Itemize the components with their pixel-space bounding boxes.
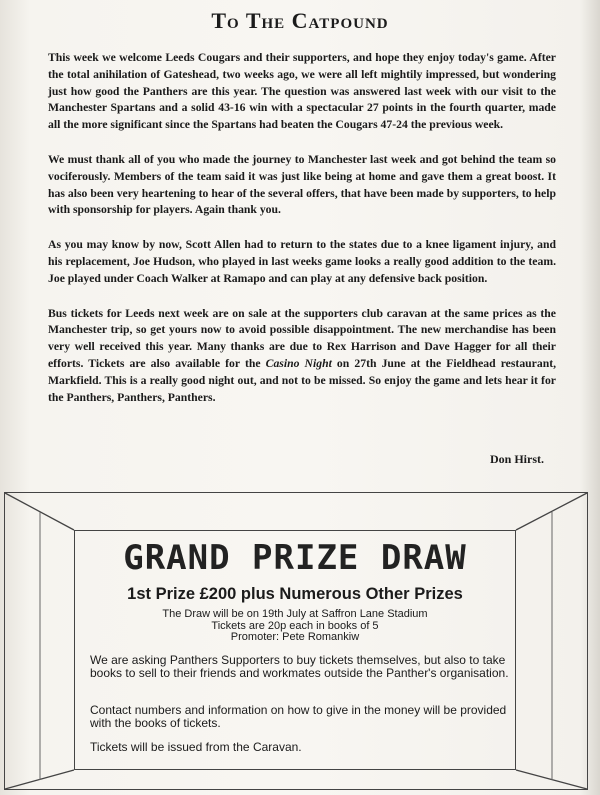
prize-draw-subheading: 1st Prize £200 plus Numerous Other Prizes [127,585,463,603]
ticket-price-line: Tickets are 20p each in books of 5 [211,619,379,632]
prize-body-paragraph-1: We are asking Panthers Supporters to buy tickets themselves, but also to take books to sell to their friends and workmates outside the Panther's organisation. [90,653,509,680]
article-paragraph-4-end: on 27th June at the Fieldhead restaurant, Markfield. This is a really good night out, and not to be missed. So enjoy the game and lets hear it for the Panthers, Panthers, Panthers. [48,356,557,404]
page-title: To The Catpound [211,8,389,33]
draw-date-line: The Draw will be on 19th July at Saffron Lane Stadium [162,608,428,620]
prize-body-paragraph-3: Tickets will be issued from the Caravan. [90,740,302,754]
author-signature: Don Hirst. [490,452,544,466]
promoter-line: Promoter: Pete Romankiw [230,631,360,643]
casino-night-emphasis: Casino Night [265,356,332,370]
article-paragraph-3: As you may know by now, Scott Allen had to return to the states due to a knee ligament injury, and his replacement, Joe Hudson, who played in last weeks game looks a really good addition to the team. Joe played under Coach Walker at Ramapo and can play at any defensive back position. [48,238,556,285]
article-paragraph-1: This week we welcome Leeds Cougars and their supporters, and hope they enjoy today's game. After the total anihilation of Gateshead, two weeks ago, we were all left mightily impressed, but wondering just how good the Panthers are this year. The question was answered last week with our visit to the Manchester Spartans and a solid 43-16 win with a spectacular 27 points in the fourth quarter, made all the more significant since the Spartans had beaten the Cougars 47-24 the previous week. [48,51,556,132]
article-paragraph-2: We must thank all of you who made the journey to Manchester last week and got behind the team so vociferously. Members of the team said it was just like being at home and gave them a great boost. It has also been very heartening to hear of the several offers, that have been made by supporters, to help with sponsorship for players. Again thank you. [48,152,556,217]
prize-draw-info [74,609,516,644]
article-paragraph-4-start: Bus tickets for Leeds next week are on sale at the supporters club caravan at the same prices as the Manchester trip, so get yours now to avoid possible disappointment. The new merchandise has been very well received this year. Many thanks are due to Rex Harrison and Dave Hagger for all their efforts. Tickets are also available for the [48,306,556,370]
prize-body-paragraph-2: Contact numbers and information on how to give in the money will be provided with the books of tickets. [90,703,507,730]
prize-draw-heading: GRAND PRIZE DRAW [123,538,467,578]
